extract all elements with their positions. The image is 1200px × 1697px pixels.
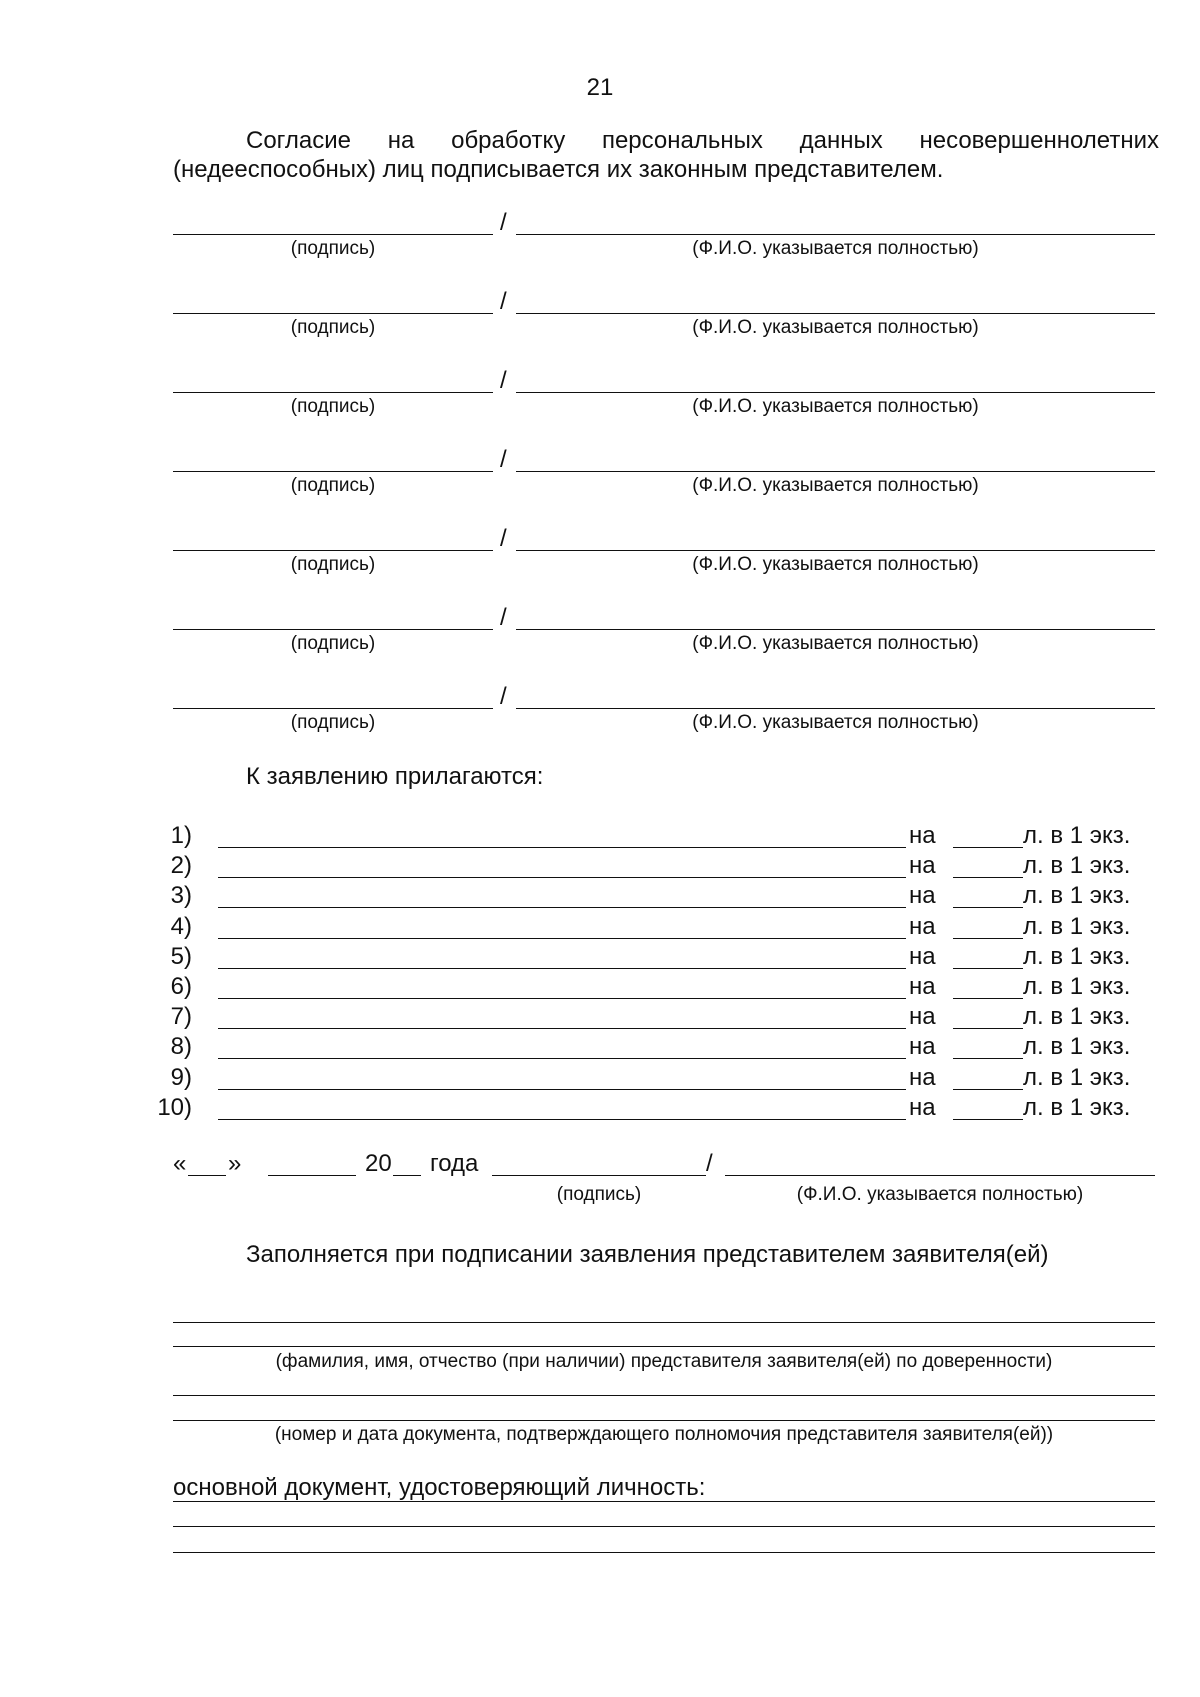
attachment-na-label: на	[909, 1063, 936, 1091]
date-signature-field[interactable]	[492, 1175, 706, 1176]
fio-caption: (Ф.И.О. указывается полностью)	[692, 238, 979, 259]
signature-separator: /	[500, 367, 507, 394]
fio-line[interactable]	[516, 234, 1155, 235]
fio-line[interactable]	[516, 550, 1155, 551]
signature-caption: (подпись)	[290, 712, 376, 733]
identity-document-line-1[interactable]	[173, 1501, 1155, 1502]
attachment-number: 2)	[170, 852, 192, 880]
attachment-pages-field[interactable]	[953, 1028, 1023, 1029]
attachment-number: 5)	[170, 942, 192, 970]
attachment-copies-label: л. в 1 экз.	[1023, 1033, 1131, 1061]
attachment-pages-field[interactable]	[953, 968, 1023, 969]
identity-document-label: основной документ, удостоверяющий личность:	[173, 1474, 706, 1501]
representative-heading: Заполняется при подписании заявления представителем заявителя(ей)	[246, 1241, 1049, 1268]
attachment-copies-label: л. в 1 экз.	[1023, 882, 1131, 910]
attachment-pages-field[interactable]	[953, 877, 1023, 878]
signature-separator: /	[500, 525, 507, 552]
attachment-na-label: на	[909, 912, 936, 940]
date-separator: /	[706, 1150, 713, 1177]
attachment-name-field[interactable]	[218, 847, 906, 848]
year-field[interactable]	[393, 1175, 421, 1176]
signature-line[interactable]	[173, 234, 493, 235]
attachment-number: 7)	[170, 1003, 192, 1031]
attachment-number: 3)	[170, 882, 192, 910]
attachment-pages-field[interactable]	[953, 1089, 1023, 1090]
date-fio-field[interactable]	[725, 1175, 1155, 1176]
attachment-number: 6)	[170, 973, 192, 1000]
fio-line[interactable]	[516, 708, 1155, 709]
attachment-name-field[interactable]	[218, 1089, 906, 1090]
attachment-pages-field[interactable]	[953, 1058, 1023, 1059]
attachment-name-field[interactable]	[218, 938, 906, 939]
signature-caption: (подпись)	[290, 554, 376, 575]
attachment-na-label: на	[909, 852, 936, 880]
fio-line[interactable]	[516, 629, 1155, 630]
attachment-number: 1)	[170, 822, 192, 849]
year-prefix: 20	[365, 1150, 392, 1177]
attachment-copies-label: л. в 1 экз.	[1023, 1093, 1131, 1121]
attachment-copies-label: л. в 1 экз.	[1023, 852, 1131, 880]
attachment-na-label: на	[909, 1093, 936, 1121]
signature-line[interactable]	[173, 708, 493, 709]
signature-caption: (подпись)	[290, 317, 376, 338]
fio-line[interactable]	[516, 471, 1155, 472]
signature-caption: (подпись)	[290, 475, 376, 496]
attachment-copies-label: л. в 1 экз.	[1023, 822, 1131, 849]
attachment-number: 10)	[157, 1093, 192, 1121]
signature-caption: (подпись)	[290, 238, 376, 259]
attachment-pages-field[interactable]	[953, 938, 1023, 939]
fio-caption: (Ф.И.О. указывается полностью)	[692, 396, 979, 417]
attachments-heading: К заявлению прилагаются:	[246, 763, 544, 790]
attachment-pages-field[interactable]	[953, 907, 1023, 908]
fio-line[interactable]	[516, 392, 1155, 393]
attachment-name-field[interactable]	[218, 1028, 906, 1029]
identity-document-line-3[interactable]	[173, 1552, 1155, 1553]
fio-caption: (Ф.И.О. указывается полностью)	[692, 633, 979, 654]
signature-line[interactable]	[173, 313, 493, 314]
fio-caption: (Ф.И.О. указывается полностью)	[692, 317, 979, 338]
attachment-copies-label: л. в 1 экз.	[1023, 973, 1131, 1000]
quote-open: «	[173, 1150, 187, 1177]
attachment-number: 9)	[170, 1063, 192, 1091]
attachment-na-label: на	[909, 822, 936, 849]
attachment-name-field[interactable]	[218, 907, 906, 908]
attachment-name-field[interactable]	[218, 998, 906, 999]
signature-separator: /	[500, 683, 507, 710]
representative-name-line-2[interactable]	[173, 1346, 1155, 1347]
attachment-pages-field[interactable]	[953, 1119, 1023, 1120]
authority-document-line-2[interactable]	[173, 1420, 1155, 1421]
attachment-pages-field[interactable]	[953, 847, 1023, 848]
attachment-name-field[interactable]	[218, 968, 906, 969]
signature-separator: /	[500, 446, 507, 473]
attachment-copies-label: л. в 1 экз.	[1023, 912, 1131, 940]
attachment-name-field[interactable]	[218, 877, 906, 878]
fio-line[interactable]	[516, 313, 1155, 314]
attachment-number: 4)	[170, 912, 192, 940]
year-suffix: года	[430, 1150, 479, 1177]
representative-name-line-1[interactable]	[173, 1322, 1155, 1323]
attachment-na-label: на	[909, 973, 936, 1000]
date-fio-caption: (Ф.И.О. указывается полностью)	[796, 1184, 1084, 1205]
consent-paragraph: Согласие на обработку персональных данных несовершеннолетних (недееспособных) лиц подписывается их законным представителем.	[173, 127, 1159, 183]
authority-document-line-1[interactable]	[173, 1395, 1155, 1396]
attachment-copies-label: л. в 1 экз.	[1023, 1063, 1131, 1091]
fio-caption: (Ф.И.О. указывается полностью)	[692, 554, 979, 575]
representative-name-caption: (фамилия, имя, отчество (при наличии) представителя заявителя(ей) по доверенности)	[275, 1351, 1053, 1372]
attachment-copies-label: л. в 1 экз.	[1023, 942, 1131, 970]
month-field[interactable]	[268, 1175, 356, 1176]
attachment-name-field[interactable]	[218, 1058, 906, 1059]
attachment-na-label: на	[909, 1033, 936, 1061]
signature-separator: /	[500, 288, 507, 315]
attachment-na-label: на	[909, 1003, 936, 1031]
signature-line[interactable]	[173, 550, 493, 551]
attachment-copies-label: л. в 1 экз.	[1023, 1003, 1131, 1031]
date-signature-caption: (подпись)	[556, 1184, 642, 1205]
day-field[interactable]	[188, 1175, 226, 1176]
quote-close: »	[228, 1150, 242, 1177]
signature-separator: /	[500, 604, 507, 631]
signature-caption: (подпись)	[290, 396, 376, 417]
signature-line[interactable]	[173, 629, 493, 630]
attachment-pages-field[interactable]	[953, 998, 1023, 999]
attachment-na-label: на	[909, 942, 936, 970]
fio-caption: (Ф.И.О. указывается полностью)	[692, 712, 979, 733]
fio-caption: (Ф.И.О. указывается полностью)	[692, 475, 979, 496]
page-number: 21	[586, 74, 614, 101]
signature-line[interactable]	[173, 392, 493, 393]
identity-document-line-2[interactable]	[173, 1526, 1155, 1527]
signature-caption: (подпись)	[290, 633, 376, 654]
attachment-name-field[interactable]	[218, 1119, 906, 1120]
attachment-na-label: на	[909, 882, 936, 910]
authority-document-caption: (номер и дата документа, подтверждающего полномочия представителя заявителя(ей))	[274, 1424, 1054, 1445]
signature-separator: /	[500, 209, 507, 236]
attachment-number: 8)	[170, 1033, 192, 1061]
signature-line[interactable]	[173, 471, 493, 472]
